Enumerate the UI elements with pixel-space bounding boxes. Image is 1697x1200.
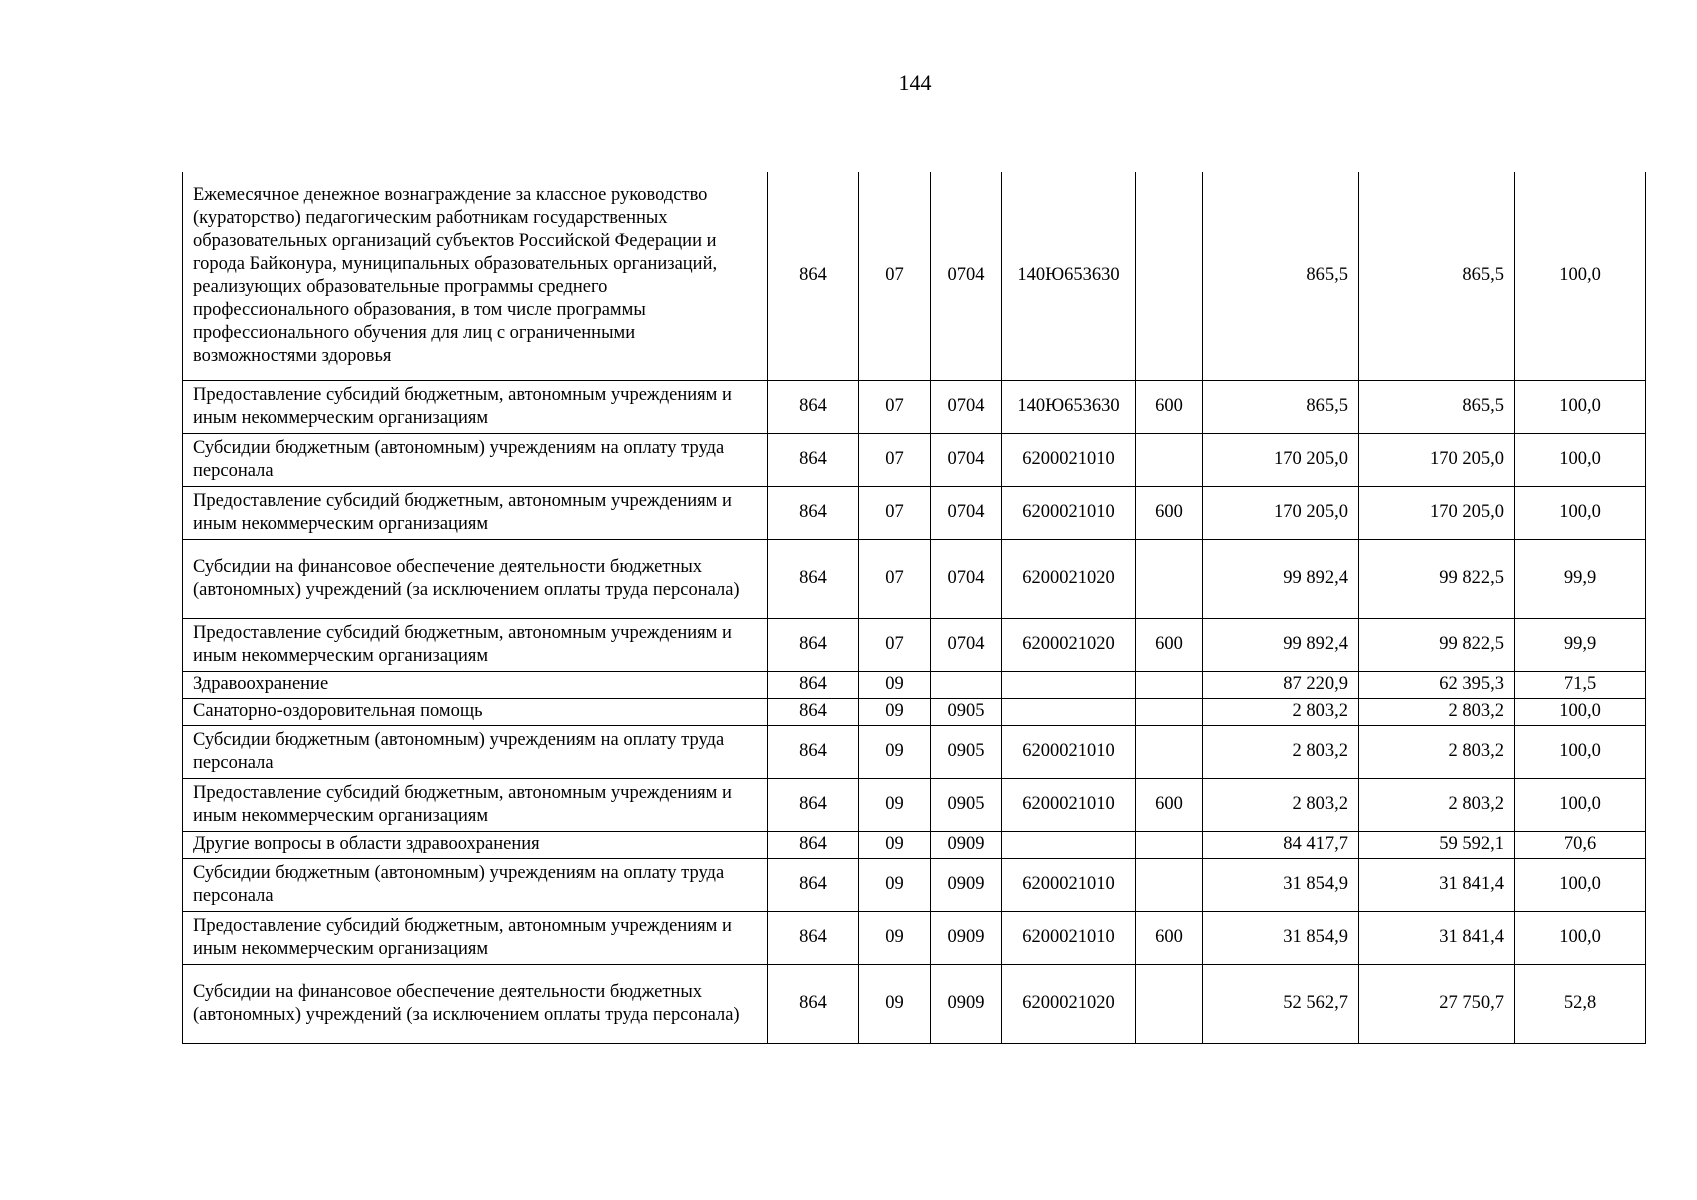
target-article-code	[1002, 671, 1136, 698]
target-article-code: 6200021010	[1002, 778, 1136, 831]
row-name: Предоставление субсидий бюджетным, автономным учреждениям и иным некоммерческим организациям	[183, 380, 768, 433]
subsection-code: 0704	[931, 486, 1002, 539]
section-code: 09	[859, 671, 931, 698]
actual-amount: 170 205,0	[1359, 433, 1515, 486]
planned-amount: 2 803,2	[1203, 778, 1359, 831]
planned-amount: 170 205,0	[1203, 486, 1359, 539]
execution-percent: 100,0	[1515, 433, 1646, 486]
section-code: 07	[859, 618, 931, 671]
table-row	[183, 778, 1646, 831]
subsection-code: 0909	[931, 911, 1002, 964]
budget-table	[182, 172, 1646, 1044]
subsection-code: 0909	[931, 831, 1002, 858]
dept-code: 864	[768, 725, 859, 778]
actual-amount: 865,5	[1359, 172, 1515, 380]
actual-amount: 170 205,0	[1359, 486, 1515, 539]
dept-code: 864	[768, 433, 859, 486]
expense-type-code	[1136, 671, 1203, 698]
subsection-code: 0704	[931, 539, 1002, 618]
planned-amount: 865,5	[1203, 380, 1359, 433]
section-code: 07	[859, 539, 931, 618]
execution-percent: 100,0	[1515, 725, 1646, 778]
dept-code: 864	[768, 380, 859, 433]
row-name: Субсидии на финансовое обеспечение деятельности бюджетных (автономных) учреждений (за исключением оплаты труда персонала)	[183, 539, 768, 618]
execution-percent: 52,8	[1515, 964, 1646, 1043]
subsection-code: 0704	[931, 433, 1002, 486]
expense-type-code	[1136, 539, 1203, 618]
planned-amount: 52 562,7	[1203, 964, 1359, 1043]
target-article-code: 140Ю653630	[1002, 172, 1136, 380]
section-code: 07	[859, 486, 931, 539]
dept-code: 864	[768, 698, 859, 725]
actual-amount: 2 803,2	[1359, 698, 1515, 725]
row-name: Санаторно-оздоровительная помощь	[183, 698, 768, 725]
target-article-code: 6200021010	[1002, 725, 1136, 778]
target-article-code: 6200021020	[1002, 539, 1136, 618]
planned-amount: 2 803,2	[1203, 698, 1359, 725]
dept-code: 864	[768, 778, 859, 831]
row-name: Предоставление субсидий бюджетным, автономным учреждениям и иным некоммерческим организациям	[183, 486, 768, 539]
actual-amount: 59 592,1	[1359, 831, 1515, 858]
row-name: Здравоохранение	[183, 671, 768, 698]
planned-amount: 87 220,9	[1203, 671, 1359, 698]
section-code: 07	[859, 380, 931, 433]
table-row	[183, 486, 1646, 539]
section-code: 09	[859, 698, 931, 725]
actual-amount: 27 750,7	[1359, 964, 1515, 1043]
subsection-code	[931, 671, 1002, 698]
execution-percent: 99,9	[1515, 539, 1646, 618]
execution-percent: 100,0	[1515, 858, 1646, 911]
target-article-code: 6200021010	[1002, 433, 1136, 486]
actual-amount: 99 822,5	[1359, 618, 1515, 671]
section-code: 09	[859, 964, 931, 1043]
expense-type-code	[1136, 831, 1203, 858]
table-row	[183, 964, 1646, 1043]
planned-amount: 865,5	[1203, 172, 1359, 380]
dept-code: 864	[768, 858, 859, 911]
section-code: 09	[859, 778, 931, 831]
expense-type-code: 600	[1136, 778, 1203, 831]
table-row	[183, 858, 1646, 911]
execution-percent: 100,0	[1515, 172, 1646, 380]
actual-amount: 2 803,2	[1359, 725, 1515, 778]
target-article-code: 6200021020	[1002, 618, 1136, 671]
dept-code: 864	[768, 964, 859, 1043]
execution-percent: 100,0	[1515, 778, 1646, 831]
target-article-code: 140Ю653630	[1002, 380, 1136, 433]
execution-percent: 100,0	[1515, 698, 1646, 725]
row-name: Субсидии бюджетным (автономным) учреждениям на оплату труда персонала	[183, 725, 768, 778]
expense-type-code	[1136, 172, 1203, 380]
target-article-code	[1002, 831, 1136, 858]
row-name: Субсидии на финансовое обеспечение деятельности бюджетных (автономных) учреждений (за исключением оплаты труда персонала)	[183, 964, 768, 1043]
section-code: 09	[859, 858, 931, 911]
expense-type-code	[1136, 698, 1203, 725]
subsection-code: 0909	[931, 858, 1002, 911]
execution-percent: 70,6	[1515, 831, 1646, 858]
execution-percent: 100,0	[1515, 380, 1646, 433]
section-code: 09	[859, 831, 931, 858]
page-number: 144	[898, 70, 932, 95]
dept-code: 864	[768, 486, 859, 539]
actual-amount: 31 841,4	[1359, 858, 1515, 911]
execution-percent: 99,9	[1515, 618, 1646, 671]
planned-amount: 170 205,0	[1203, 433, 1359, 486]
subsection-code: 0704	[931, 380, 1002, 433]
actual-amount: 31 841,4	[1359, 911, 1515, 964]
section-code: 07	[859, 433, 931, 486]
row-name: Предоставление субсидий бюджетным, автономным учреждениям и иным некоммерческим организациям	[183, 778, 768, 831]
table-row	[183, 698, 1646, 725]
table-row	[183, 831, 1646, 858]
planned-amount: 31 854,9	[1203, 911, 1359, 964]
section-code: 09	[859, 725, 931, 778]
expense-type-code: 600	[1136, 618, 1203, 671]
planned-amount: 84 417,7	[1203, 831, 1359, 858]
subsection-code: 0905	[931, 778, 1002, 831]
row-name: Другие вопросы в области здравоохранения	[183, 831, 768, 858]
section-code: 07	[859, 172, 931, 380]
actual-amount: 2 803,2	[1359, 778, 1515, 831]
actual-amount: 62 395,3	[1359, 671, 1515, 698]
table-row	[183, 618, 1646, 671]
subsection-code: 0704	[931, 172, 1002, 380]
expense-type-code: 600	[1136, 380, 1203, 433]
dept-code: 864	[768, 539, 859, 618]
target-article-code: 6200021010	[1002, 911, 1136, 964]
table-row	[183, 539, 1646, 618]
subsection-code: 0905	[931, 725, 1002, 778]
planned-amount: 99 892,4	[1203, 539, 1359, 618]
table-row	[183, 172, 1646, 380]
target-article-code: 6200021020	[1002, 964, 1136, 1043]
execution-percent: 100,0	[1515, 486, 1646, 539]
row-name: Предоставление субсидий бюджетным, автономным учреждениям и иным некоммерческим организациям	[183, 911, 768, 964]
row-name: Субсидии бюджетным (автономным) учреждениям на оплату труда персонала	[183, 433, 768, 486]
dept-code: 864	[768, 671, 859, 698]
execution-percent: 71,5	[1515, 671, 1646, 698]
target-article-code: 6200021010	[1002, 858, 1136, 911]
actual-amount: 99 822,5	[1359, 539, 1515, 618]
table-row	[183, 380, 1646, 433]
actual-amount: 865,5	[1359, 380, 1515, 433]
table-row	[183, 433, 1646, 486]
table-row	[183, 911, 1646, 964]
execution-percent: 100,0	[1515, 911, 1646, 964]
subsection-code: 0704	[931, 618, 1002, 671]
section-code: 09	[859, 911, 931, 964]
row-name: Субсидии бюджетным (автономным) учреждениям на оплату труда персонала	[183, 858, 768, 911]
expense-type-code: 600	[1136, 486, 1203, 539]
table-row	[183, 725, 1646, 778]
dept-code: 864	[768, 831, 859, 858]
dept-code: 864	[768, 172, 859, 380]
dept-code: 864	[768, 618, 859, 671]
row-name: Ежемесячное денежное вознаграждение за классное руководство (кураторство) педагогическим работникам государственных образовательных организаций субъектов Российской Федерации и города Байконура, муниципальных образовательных организаций, реализующих образовательные программы среднего профессионального образования, в том числе программы профессионального обучения для лиц с ограниченными возможностями здоровья	[183, 172, 768, 380]
subsection-code: 0909	[931, 964, 1002, 1043]
table-row	[183, 671, 1646, 698]
target-article-code	[1002, 698, 1136, 725]
target-article-code: 6200021010	[1002, 486, 1136, 539]
planned-amount: 31 854,9	[1203, 858, 1359, 911]
expense-type-code: 600	[1136, 911, 1203, 964]
planned-amount: 99 892,4	[1203, 618, 1359, 671]
planned-amount: 2 803,2	[1203, 725, 1359, 778]
subsection-code: 0905	[931, 698, 1002, 725]
dept-code: 864	[768, 911, 859, 964]
row-name: Предоставление субсидий бюджетным, автономным учреждениям и иным некоммерческим организациям	[183, 618, 768, 671]
expense-type-code	[1136, 433, 1203, 486]
expense-type-code	[1136, 964, 1203, 1043]
expense-type-code	[1136, 858, 1203, 911]
expense-type-code	[1136, 725, 1203, 778]
